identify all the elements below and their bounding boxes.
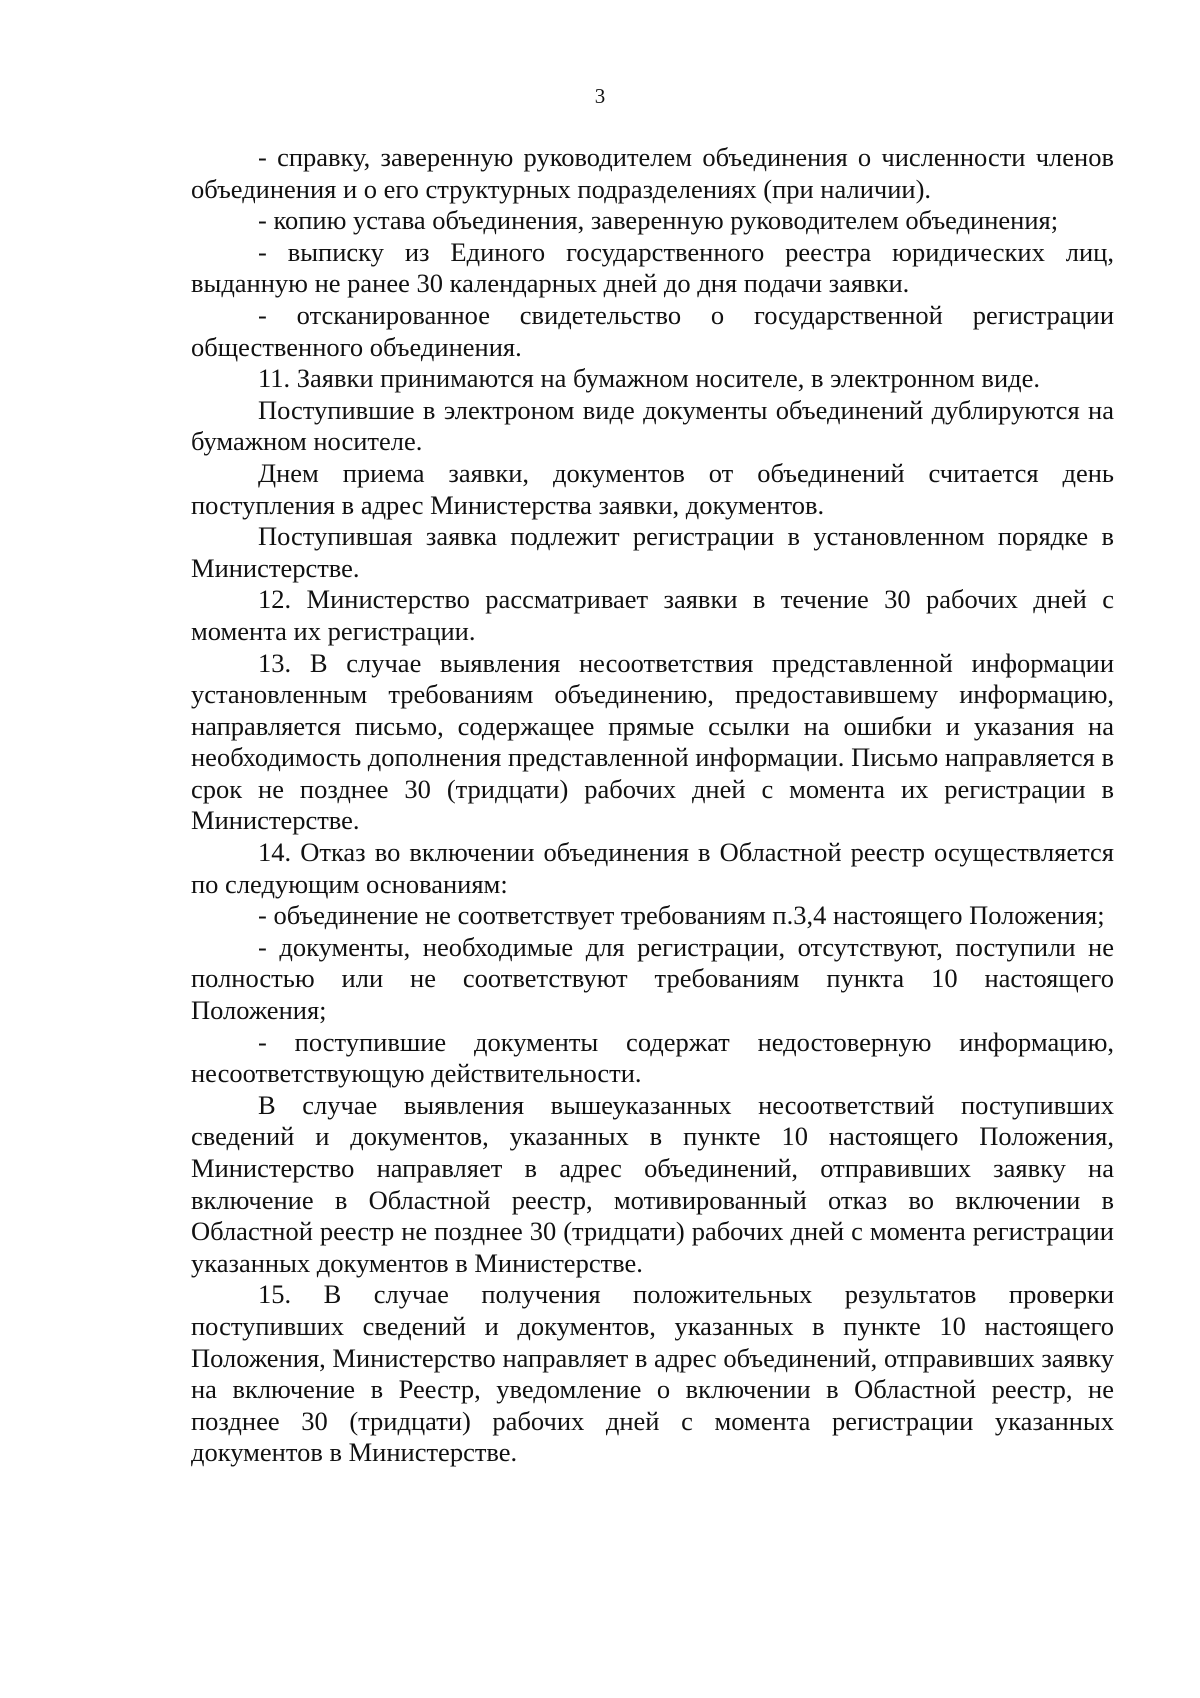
paragraph-registry-extract: - выписку из Единого государственного реестра юридических лиц, выданную не ранее 30 календарных дней до дня подачи заявки. — [191, 236, 1114, 299]
paragraph-refusal-reason-1: - объединение не соответствует требованиям п.3,4 настоящего Положения; — [258, 900, 1105, 931]
paragraph-item-12: 12. Министерство рассматривает заявки в течение 30 рабочих дней с момента их регистрации. — [191, 584, 1114, 646]
paragraph-refusal-reason-2: - документы, необходимые для регистрации, отсутствуют, поступили не полностью или не соответствуют требованиям пункта 10 настоящего Положения; — [191, 931, 1114, 1026]
paragraph-certificate-members: - справку, заверенную руководителем объединения о численности членов объединения и о его структурных подразделениях (при наличии). — [191, 142, 1114, 204]
document-body — [191, 142, 1114, 1469]
paragraph-refusal-reason-3: - поступившие документы содержат недостоверную информацию, несоответствующую действительности. — [191, 1026, 1114, 1089]
paragraph-item-11: 11. Заявки принимаются на бумажном носителе, в электронном виде. — [258, 363, 1040, 394]
paragraph-item-14: 14. Отказ во включении объединения в Областной реестр осуществляется по следующим основаниям: — [191, 837, 1114, 899]
paragraph-item-13: 13. В случае выявления несоответствия представленной информации установленным требованиям объединению, предоставившему информацию, направляется письмо, содержащее прямые ссылки на ошибки и указания на необходимость дополнения представленной информации. Письмо направляется в срок не позднее 30 (тридцати) рабочих дней с момента их регистрации в Министерстве. — [191, 647, 1114, 836]
paragraph-item-15: 15. В случае получения положительных результатов проверки поступивших сведений и документов, указанных в пункте 10 настоящего Положения, Министерство направляет в адрес объединений, отправивших заявку на включение в Реестр, уведомление о включении в Областной реестр, не позднее 30 (тридцати) рабочих дней с момента регистрации указанных документов в Министерстве. — [191, 1279, 1114, 1468]
paragraph-scanned-certificate: - отсканированное свидетельство о государственной регистрации общественного объединения. — [191, 299, 1114, 362]
page-number: 3 — [594, 84, 606, 108]
paragraph-registration-order: Поступившая заявка подлежит регистрации в установленном порядке в Министерстве. — [191, 521, 1114, 583]
paragraph-electronic-duplicates: Поступившие в электроном виде документы объединений дублируются на бумажном носителе. — [191, 394, 1114, 457]
paragraph-motivated-refusal: В случае выявления вышеуказанных несоответствий поступивших сведений и документов, указанных в пункте 10 настоящего Положения, Министерство направляет в адрес объединений, отправивших заявку на включение в Областной реестр, мотивированный отказ во включении в Областной реестр не позднее 30 (тридцати) рабочих дней с момента регистрации указанных документов в Министерстве. — [191, 1089, 1114, 1278]
paragraph-acceptance-day: Днем приема заявки, документов от объединений считается день поступления в адрес Министерства заявки, документов. — [191, 457, 1114, 520]
paragraph-charter-copy: - копию устава объединения, заверенную руководителем объединения; — [258, 205, 1059, 236]
